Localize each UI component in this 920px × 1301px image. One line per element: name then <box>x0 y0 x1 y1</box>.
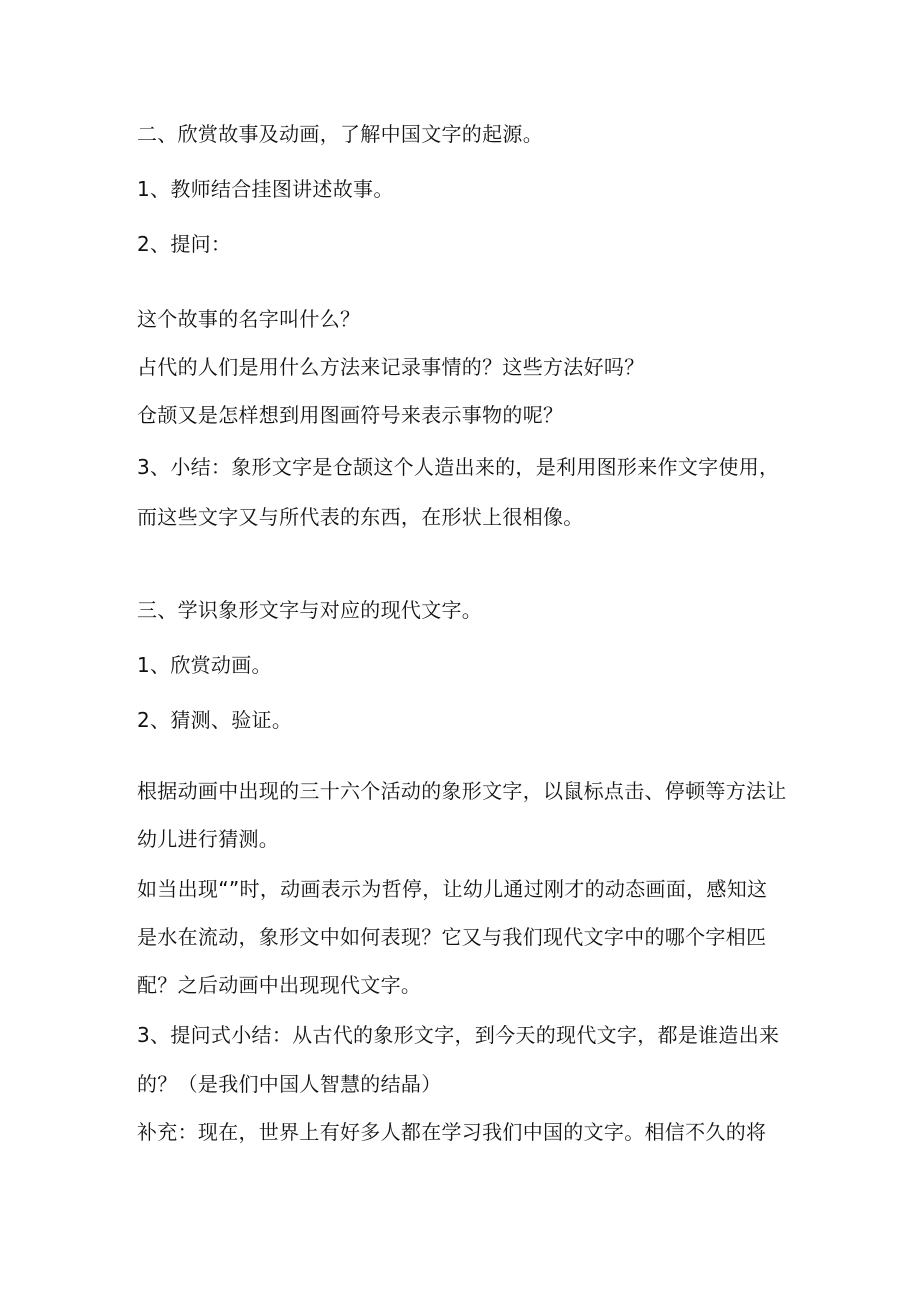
paragraph-line: 仓颉又是怎样想到用图画符号来表示事物的呢？ <box>137 403 564 427</box>
paragraph-line: 补充：现在，世界上有好多人都在学习我们中国的文字。相信不久的将 <box>137 1120 767 1144</box>
paragraph-line: 3、提问式小结：从古代的象形文字，到今天的现代文字，都是谁造出来 <box>137 1023 780 1047</box>
paragraph-line: 幼儿进行猜测。 <box>137 827 280 851</box>
paragraph-line: 是水在流动，象形文中如何表现？它又与我们现代文字中的哪个字相匹 <box>137 925 767 949</box>
paragraph-line: 这个故事的名字叫什么？ <box>137 307 361 331</box>
paragraph-line: 根据动画中出现的三十六个活动的象形文字，以鼠标点击、停顿等方法让 <box>137 779 787 803</box>
paragraph-line: 1、欣赏动画。 <box>137 653 272 677</box>
paragraph-line: 占代的人们是用什么方法来记录事情的？这些方法好吗？ <box>137 355 645 379</box>
paragraph-line: 如当出现“”时，动画表示为哲停，让幼儿通过刚才的动态画面，感知这 <box>137 877 768 901</box>
section-heading: 三、学识象形文字与对应的现代文字。 <box>137 598 483 622</box>
paragraph-line: 3、小结：象形文字是仓颉这个人造出来的，是利用图形来作文字使用， <box>137 455 780 479</box>
paragraph-line: 而这些文字又与所代表的东西，在形状上很相像。 <box>137 505 584 529</box>
section-heading: 二、欣赏故事及动画，了解中国文字的起源。 <box>137 122 543 146</box>
paragraph-line: 2、提问： <box>137 232 232 256</box>
paragraph-line: 配？之后动画中出现现代文字。 <box>137 973 422 997</box>
paragraph-line: 2、猜测、验证。 <box>137 708 293 732</box>
paragraph-line: 1、教师结合挂图讲述故事。 <box>137 177 394 201</box>
paragraph-line: 的？（是我们中国人智慧的结晶） <box>137 1072 442 1096</box>
